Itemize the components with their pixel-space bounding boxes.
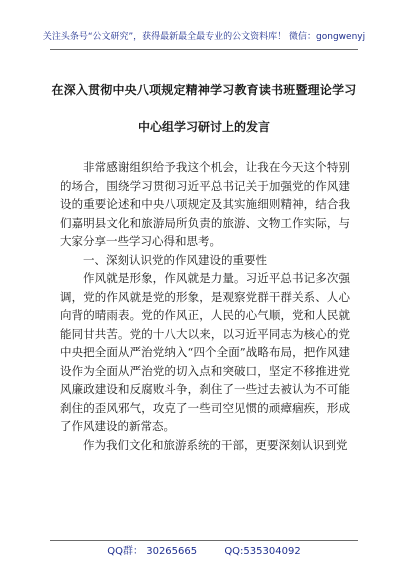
body-paragraph-2: 作风就是形象，作风就是力量。习近平总书记多次强调，党的作风就是党的形象，是观察党群干群关系、人心向背的晴雨表。党的作风正，人民的心气顺，党和人民就能同甘共苦。党的十八大以来，以习近平同志为核心的党中央把全面从严治党纳入“四个全面”战略布局，把作风建设作为全面从严治党的切入点和突破口，坚定不移推进党风廉政建设和反腐败斗争，刹住了一些过去被认为不可能刹住的歪风邪气，攻克了一些司空见惯的顽瘴痼疾，形成了作风建设的新常态。: [60, 271, 350, 433]
document-body: [60, 158, 350, 454]
body-paragraph-1: 非常感谢组织给予我这个机会，让我在今天这个特别的场合，围绕学习贯彻习近平总书记关于加强党的作风建设的重要论述和中央八项规定及其实施细则精神，结合我们嘉明县文化和旅游局所负责的旅游、文物工作实际，与大家分享一些学习心得和思考。: [60, 160, 350, 248]
body-paragraph-3: 作为我们文化和旅游系统的干部，更要深刻认识到党: [83, 437, 348, 452]
footer-qq-group: QQ群： 30265665: [107, 546, 198, 557]
footer-contact: [0, 545, 408, 559]
document-title: 在深入贯彻中央八项规定精神学习教育读书班暨理论学习: [51, 83, 357, 97]
footer-divider: [50, 540, 358, 541]
footer-qq-number: QQ:535304092: [224, 546, 301, 557]
document-subtitle: 中心组学习研讨上的发言: [137, 120, 270, 134]
header-divider: [50, 49, 358, 50]
header-promo-text: 关注头条号“公文研究”，获得最新最全最专业的公文资料库！ 微信：gongwenyj: [42, 32, 366, 42]
section-heading-1: 一、深刻认识党的作风建设的重要性: [83, 252, 267, 267]
